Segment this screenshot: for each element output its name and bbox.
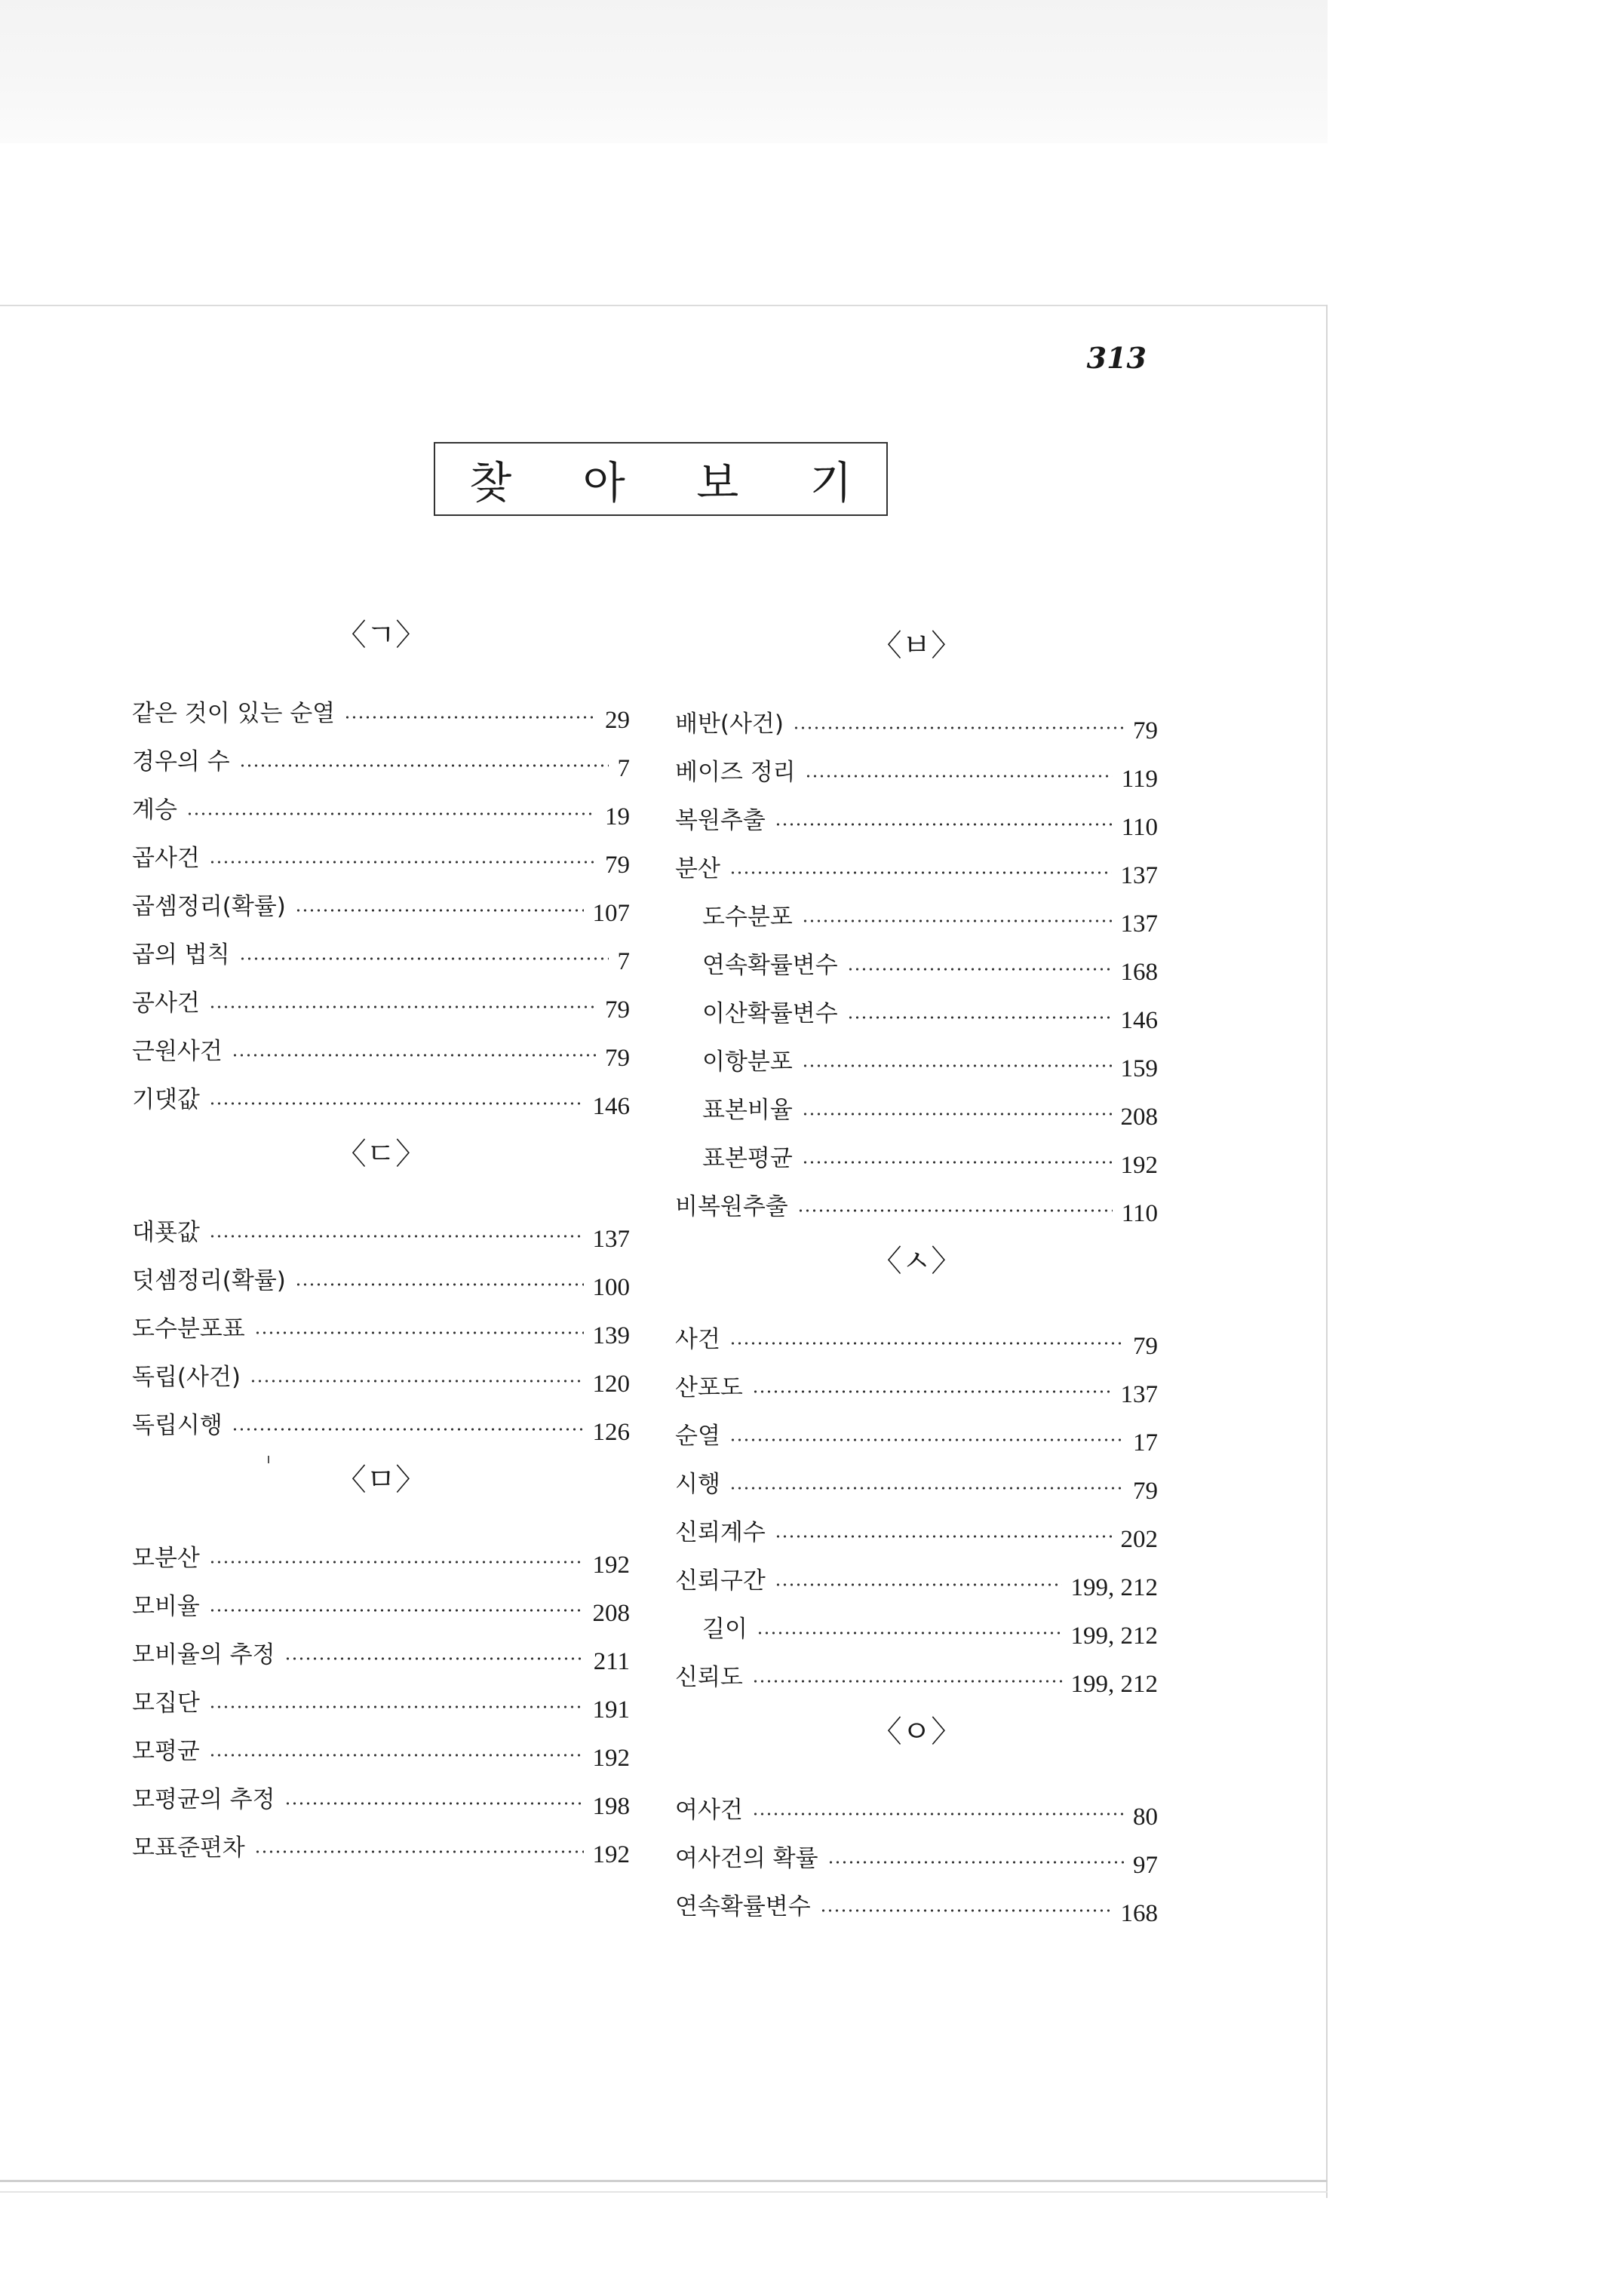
index-subentry [675,1122,1158,1179]
dot-leader [775,1534,1112,1539]
index-page-ref: 192 [592,1552,630,1579]
index-page-ref: 79 [605,1045,630,1072]
index-term: 곱사건 [132,845,200,872]
dot-leader [239,956,609,961]
dot-leader [209,1101,584,1106]
index-term: 신뢰도 [675,1664,743,1691]
index-page-ref: 110 [1121,1200,1158,1227]
index-entry [675,1352,1158,1408]
index-term: 기댓값 [132,1086,200,1113]
index-entry [132,1715,630,1772]
index-entry [675,688,1158,744]
index-subentry [675,978,1158,1034]
index-term: 같은 것이 있는 순열 [132,700,336,727]
index-page-ref: 199, 212 [1070,1622,1158,1650]
dot-leader [775,822,1113,827]
index-page-ref: 199, 212 [1070,1574,1158,1601]
dot-leader [752,1679,1062,1684]
index-term: 이산확률변수 [702,1000,838,1027]
index-term: 모집단 [132,1690,200,1717]
index-page-ref: 208 [592,1600,630,1627]
index-term: 베이즈 정리 [675,759,796,786]
index-term: 모평균의 추정 [132,1786,275,1813]
index-entry [132,677,630,734]
index-term: 경우의 수 [132,748,230,775]
scan-bottom-edge-shadow [0,2191,1328,2193]
index-entry [132,1015,630,1072]
index-entry [132,1293,630,1349]
index-entry [675,1774,1158,1831]
index-page-ref: 119 [1121,766,1158,793]
index-term: 표본평균 [702,1145,793,1172]
index-term: 연속확률변수 [675,1893,811,1920]
index-page-ref: 97 [1133,1852,1158,1879]
dot-leader [802,1064,1112,1068]
dot-leader [729,1486,1124,1490]
scan-stray-mark [268,1456,269,1463]
index-page-ref: 199, 212 [1070,1671,1158,1698]
index-page-ref: 192 [1120,1152,1158,1179]
index-entry [132,1763,630,1820]
dot-leader [793,726,1124,730]
index-entry [675,1871,1158,1927]
index-page-ref: 146 [1120,1007,1158,1034]
index-term: 여사건의 확률 [675,1845,818,1872]
index-term: 이항분포 [702,1048,793,1076]
dot-leader [820,1908,1112,1913]
index-entry [132,1570,630,1627]
index-subentry [675,881,1158,938]
index-entry [132,1812,630,1868]
index-title-text: 찾 아 보 기 [469,457,881,508]
index-page-ref: 29 [605,707,630,734]
index-page-ref: 79 [605,852,630,879]
index-term: 사건 [675,1326,720,1353]
dot-leader [254,1849,584,1854]
index-entry [675,1448,1158,1505]
index-entry [132,1245,630,1301]
index-page-ref: 192 [592,1745,630,1772]
dot-leader [802,1160,1112,1165]
index-page-ref: 79 [605,996,630,1024]
index-term: 신뢰구간 [675,1567,766,1595]
index-term: 모비율 [132,1593,200,1620]
dot-leader [752,1812,1124,1816]
index-term: 도수분포 [702,904,793,931]
index-term: 산포도 [675,1374,743,1401]
index-page-ref: 79 [1133,717,1158,744]
index-page-ref: 7 [617,755,630,782]
index-page-ref: 211 [593,1648,630,1675]
index-page-ref: 146 [592,1093,630,1120]
index-page-ref: 79 [1133,1478,1158,1505]
index-entry [675,833,1158,889]
index-term: 순열 [675,1423,720,1450]
index-term: 복원추출 [675,807,766,834]
index-term: 시행 [675,1471,720,1498]
dot-leader [344,715,596,720]
index-term: 덧셈정리(확률) [132,1267,286,1294]
dot-leader [847,1015,1112,1020]
index-entry [675,1171,1158,1227]
section-heading: 〈ㄷ〉 [336,1137,426,1171]
index-term: 공사건 [132,990,200,1017]
index-entry [132,1196,630,1253]
index-entry [132,919,630,975]
index-page-ref: 107 [592,900,630,927]
index-term: 모분산 [132,1545,200,1572]
index-page-ref: 110 [1121,814,1158,841]
index-entry [132,822,630,879]
dot-leader [239,763,609,768]
index-page-ref: 100 [592,1274,630,1301]
index-page-ref: 7 [617,948,630,975]
dot-leader [802,1112,1112,1116]
index-page-ref: 137 [592,1226,630,1253]
index-page-ref: 120 [592,1371,630,1398]
index-entry [132,967,630,1024]
page-number: 313 [1086,341,1147,375]
section-heading: 〈ㅁ〉 [336,1463,426,1497]
dot-leader [232,1427,584,1432]
dot-leader [729,1438,1124,1442]
dot-leader [295,908,584,913]
index-page-ref: 191 [592,1696,630,1724]
index-subentry [675,1026,1158,1082]
index-entry [675,736,1158,793]
index-entry [132,1522,630,1579]
index-term: 도수분포표 [132,1315,245,1343]
dot-leader [805,774,1113,778]
index-page-ref: 192 [592,1841,630,1868]
index-term: 여사건 [675,1797,743,1824]
scan-right-edge [1326,305,1328,2198]
index-subentry [675,929,1158,986]
index-entry [675,1822,1158,1879]
section-heading: 〈ㅇ〉 [871,1714,962,1749]
index-entry [132,1341,630,1398]
index-term: 모비율의 추정 [132,1641,275,1668]
index-page-ref: 79 [1133,1333,1158,1360]
index-term: 곱의 법칙 [132,941,230,968]
index-entry [132,726,630,782]
dot-leader [186,812,596,816]
index-page-ref: 137 [1120,1381,1158,1408]
index-page-ref: 159 [1120,1055,1158,1082]
index-page-ref: 202 [1120,1526,1158,1553]
index-page-ref: 137 [1120,910,1158,938]
dot-leader [775,1582,1062,1587]
index-term: 독립시행 [132,1412,223,1439]
index-term: 곱셈정리(확률) [132,893,286,920]
dot-leader [209,1560,584,1564]
index-entry [132,1064,630,1120]
dot-leader [232,1053,596,1057]
index-column-left [132,609,630,1868]
index-entry [132,1619,630,1675]
index-term: 비복원추출 [675,1193,788,1220]
dot-leader [847,967,1112,972]
index-entry [132,774,630,830]
index-term: 배반(사건) [675,711,784,738]
dot-leader [209,860,596,864]
index-page-ref: 80 [1133,1803,1158,1831]
index-term: 표본비율 [702,1097,793,1124]
index-term: 모표준편차 [132,1834,245,1862]
index-page-ref: 19 [605,803,630,830]
index-entry [675,1303,1158,1360]
scan-top-edge [0,305,1328,306]
section-heading: 〈ㅂ〉 [871,628,962,663]
dot-leader [209,1705,584,1709]
index-title [434,442,888,516]
index-term: 대푯값 [132,1219,200,1246]
index-term: 독립(사건) [132,1364,241,1391]
dot-leader [797,1208,1113,1213]
index-page-ref: 168 [1120,959,1158,986]
index-subentry [675,1074,1158,1131]
index-page-ref: 168 [1120,1900,1158,1927]
dot-leader [729,1341,1124,1346]
dot-leader [209,1608,584,1613]
index-term: 모평균 [132,1738,200,1765]
index-entry [132,870,630,927]
dot-leader [284,1656,585,1661]
index-page-ref: 137 [1120,862,1158,889]
index-term: 근원사건 [132,1038,223,1065]
section-heading: 〈ㄱ〉 [336,618,426,652]
index-term: 길이 [702,1616,748,1643]
scan-top-shade [0,0,1328,143]
dot-leader [757,1631,1062,1635]
section-heading: 〈ㅅ〉 [871,1244,962,1278]
index-entry [132,1667,630,1724]
index-entry [132,1389,630,1446]
dot-leader [284,1801,584,1806]
index-entry [675,1545,1158,1601]
index-column-right [675,620,1158,1927]
index-entry [675,1400,1158,1457]
index-page-ref: 198 [592,1793,630,1820]
index-term: 분산 [675,855,720,883]
dot-leader [209,1753,584,1757]
dot-leader [254,1331,584,1335]
index-page-ref: 126 [592,1419,630,1446]
index-term: 연속확률변수 [702,952,838,979]
dot-leader [802,919,1112,923]
index-page-ref: 139 [592,1322,630,1349]
index-page-ref: 208 [1120,1104,1158,1131]
dot-leader [827,1860,1124,1865]
scan-bottom-edge [0,2180,1328,2182]
index-entry [675,784,1158,841]
index-entry [675,1496,1158,1553]
index-page-ref: 17 [1133,1429,1158,1457]
dot-leader [729,870,1112,875]
index-term: 신뢰계수 [675,1519,766,1546]
dot-leader [752,1389,1112,1394]
dot-leader [209,1234,584,1239]
dot-leader [250,1379,584,1383]
dot-leader [209,1005,596,1009]
dot-leader [295,1282,584,1287]
index-term: 계승 [132,797,177,824]
